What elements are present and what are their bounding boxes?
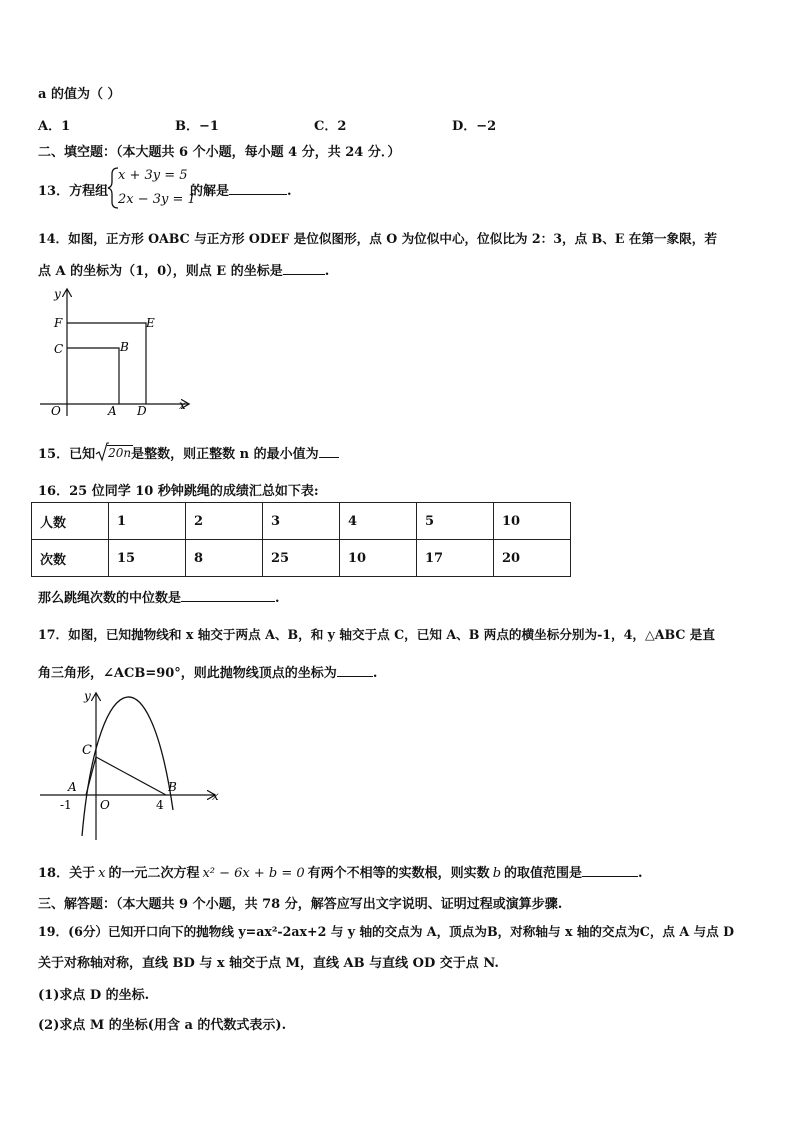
q17-label-o: O: [100, 798, 110, 812]
q17-label-y: y: [84, 689, 91, 703]
q13-equation-1: x + 3y = 5: [118, 168, 188, 183]
section-3-heading: 三、解答题：（本大题共 9 个小题，共 78 分，解答应写出文字说明、证明过程或演算步骤.: [38, 897, 563, 912]
table-cell: 次数: [32, 540, 109, 577]
q14-answer-blank: [283, 262, 325, 275]
q17-segment-ac: [86, 757, 96, 795]
table-cell: 25: [263, 540, 340, 577]
q15-line: 15．已知 20n 是整数，则正整数 n 的最小值为: [38, 443, 339, 462]
q17-label-c: C: [82, 743, 92, 758]
q14-label-x: x: [179, 398, 186, 412]
q17-answer-blank: [337, 664, 373, 677]
q19-part-1: (1)求点 D 的坐标.: [38, 988, 150, 1003]
q13-answer-blank: [229, 182, 287, 195]
q17-label-a: A: [68, 780, 77, 794]
q17-label-neg1: -1: [60, 798, 72, 812]
q17-figure: [38, 688, 228, 842]
q17-segment-cb: [96, 757, 166, 795]
section-2-heading: 二、填空题：（本大题共 6 个小题，每小题 4 分，共 24 分．）: [38, 145, 401, 160]
q14-label-a: A: [108, 404, 117, 418]
q14-label-b: B: [120, 340, 129, 354]
q16-answer-blank: [181, 589, 275, 602]
q14-label-o: O: [51, 404, 61, 418]
q15-sqrt: 20n: [95, 445, 131, 461]
q18-answer-blank: [582, 864, 638, 877]
table-cell: 20: [494, 540, 571, 577]
q14-line-1: 14．如图，正方形 OABC 与正方形 ODEF 是位似图形，点 O 为位似中心，位似比为 2：3，点 B、E 在第一象限，若: [38, 231, 717, 246]
table-cell: 人数: [32, 503, 109, 540]
q16-score-table: [31, 502, 571, 577]
q13-equation-2: 2x − 3y = 1: [118, 192, 196, 207]
q17-label-b: B: [168, 780, 177, 794]
q14-line-2: 点 A 的坐标为（1，0），则点 E 的坐标是 .: [38, 264, 330, 279]
q17-line-1: 17．如图，已知抛物线和 x 轴交于两点 A、B，和 y 轴交于点 C，已知 A、B 两点的横坐标分别为-1，4，△ABC 是直: [38, 627, 715, 642]
table-cell: 4: [340, 503, 417, 540]
table-row: [32, 503, 571, 540]
q18-equation: x² − 6x + b = 0: [202, 866, 305, 881]
table-cell: 5: [417, 503, 494, 540]
q12-option-b: B．−1: [175, 119, 219, 134]
q13-suffix: 的解是 .: [190, 184, 292, 199]
q17-label-x: x: [212, 789, 219, 803]
table-cell: 1: [109, 503, 186, 540]
q14-label-e: E: [146, 316, 155, 330]
q14-figure: [38, 284, 198, 420]
q12-option-a: A．1: [38, 119, 71, 134]
table-cell: 15: [109, 540, 186, 577]
q14-label-f: F: [54, 316, 63, 330]
table-cell: 8: [186, 540, 263, 577]
table-cell: 3: [263, 503, 340, 540]
q17-line-2: 角三角形，∠ACB=90°，则此抛物线顶点的坐标为 .: [38, 666, 378, 681]
q19-line-1: 19．(6分）已知开口向下的抛物线 y=ax²-2ax+2 与 y 轴的交点为 A，顶点为B，对称轴与 x 轴的交点为C，点 A 与点 D: [38, 924, 735, 939]
q14-label-d: D: [137, 404, 147, 418]
q19-part-2: (2)求点 M 的坐标(用含 a 的代数式表示).: [38, 1018, 287, 1033]
table-cell: 17: [417, 540, 494, 577]
q15-answer-blank: [319, 445, 339, 458]
q16-stem: 16．25 位同学 10 秒钟跳绳的成绩汇总如下表:: [38, 484, 319, 499]
table-cell: 10: [494, 503, 571, 540]
q12-stem: a 的值为（ ）: [38, 87, 121, 102]
table-cell: 10: [340, 540, 417, 577]
table-row: [32, 540, 571, 577]
q19-line-2: 关于对称轴对称，直线 BD 与 x 轴交于点 M，直线 AB 与直线 OD 交于点 N.: [38, 956, 499, 971]
q16-after: 那么跳绳次数的中位数是 .: [38, 591, 280, 606]
q12-option-c: C．2: [314, 119, 347, 134]
q14-square-oabc: [67, 348, 119, 404]
q17-label-4: 4: [156, 798, 164, 812]
q14-label-y: y: [54, 287, 61, 301]
table-cell: 2: [186, 503, 263, 540]
q13-prefix: 13．方程组: [38, 184, 109, 199]
q14-label-c: C: [54, 342, 64, 356]
q18-line: 18．关于 x 的一元二次方程 x² − 6x + b = 0 有两个不相等的实数根，则实数 b 的取值范围是 .: [38, 866, 643, 881]
q12-option-d: D．−2: [452, 119, 497, 134]
q14-square-odef: [67, 323, 146, 404]
